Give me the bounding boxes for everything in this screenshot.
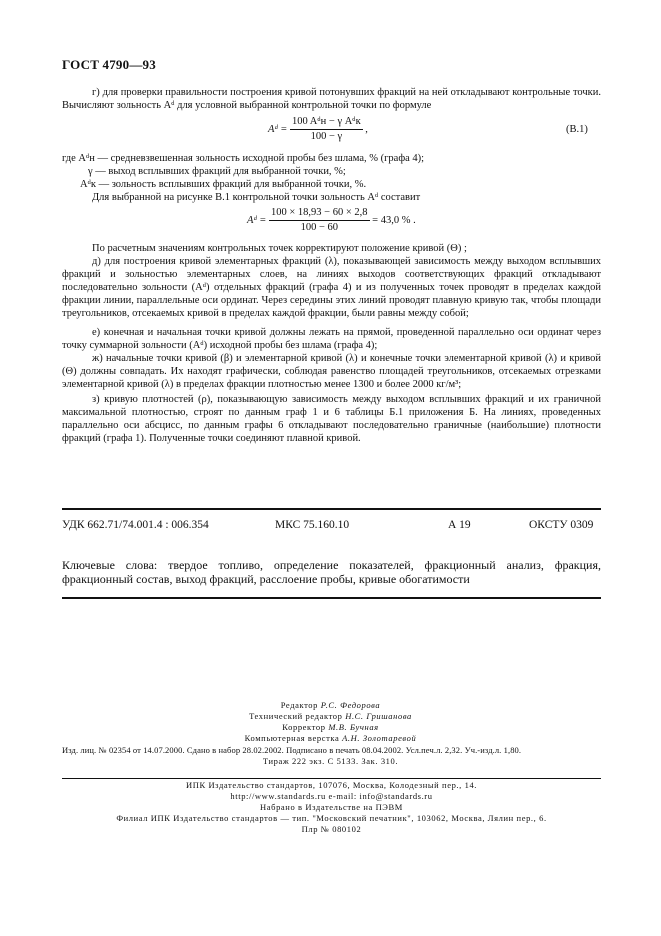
mks-code: МКС 75.160.10	[275, 519, 350, 531]
publisher-license: Плр № 080102	[301, 824, 362, 834]
legend-line: γ — выход всплывших фракций для выбранной точки, %;	[88, 166, 346, 177]
publisher-web: http://www.standards.ru e-mail: info@standards.ru	[230, 791, 433, 801]
credit-corrector	[0, 722, 661, 733]
formula-denominator: 100 − γ	[310, 131, 343, 142]
legend-line: где Aᵈн — средневзвешенная зольность исходной пробы без шлама, % (графа 4);	[62, 153, 425, 164]
credit-label: Корректор	[282, 722, 326, 732]
formula-result: = 43,0 % .	[372, 214, 416, 226]
paragraph-d: д) для построения кривой элементарных фракций (λ), показывающей зависимость между выходом всплывших фракций и зольностью элементарных слоев, на линиях выходов соответствующих фракций откладывают последовательно зольности (Aᵈ) отдельных фракций (графа 4) и из полученных точек проводят в пределах каждой фракции линии, параллельные оси ординат. Через середины этих линий проводят плавную кривую так, чтобы площади треугольников, отсекаемых кривой в пределах каждой фракции, были равны между собой;	[62, 256, 601, 319]
legend-line: Aᵈк — зольность всплывших фракций для выбранной точки, %.	[80, 179, 367, 190]
credit-layout	[0, 733, 661, 744]
keywords: Ключевые слова: твердое топливо, определение показателей, фракционный анализ, фракция, фракционный состав, выход фракций, расслоение пробы, кривые обогатимости	[62, 558, 601, 586]
okstu-code: ОКСТУ 0309	[529, 519, 594, 531]
imprint-circulation: Тираж 222 экз. С 5133. Зак. 310.	[262, 756, 399, 766]
credit-person: Р.С. Федорова	[320, 700, 381, 710]
credit-label: Компьютерная верстка	[244, 733, 340, 743]
divider-top	[62, 508, 601, 510]
credit-label: Редактор	[280, 700, 319, 710]
group-code: А 19	[448, 519, 471, 531]
formula-sample	[247, 207, 416, 234]
imprint-credits	[0, 700, 661, 744]
publisher-address: ИПК Издательство стандартов, 107076, Москва, Колодезный пер., 14.	[185, 780, 478, 790]
paragraph-zh: ж) начальные точки кривой (β) и элементарной кривой (λ) и конечные точки элементарной кривой (λ) и кривой (Θ) должны совпадать. Их находят графически, соблюдая равенство площадей треугольников, отсекаемых отрезками элементарной кривой (λ) в пределах фракции плотностью менее 1300 и более 2000 кг/м³;	[62, 353, 601, 390]
paragraph-correction: По расчетным значениям контрольных точек корректируют положение кривой (Θ) ;	[92, 243, 467, 254]
credit-tech	[0, 711, 661, 722]
credit-person: А.Н. Золотаревой	[342, 733, 417, 743]
formula-fraction	[290, 116, 363, 143]
classification-row	[62, 519, 601, 533]
publisher-block	[62, 778, 601, 835]
udk-code: УДК 662.71/74.001.4 : 006.354	[62, 519, 209, 531]
paragraph-g: г) для проверки правильности построения кривой потонувших фракций на ней откладывают контрольные точки. Вычисляют зольность Aᵈ для условной выбранной контрольной точки по формуле	[62, 87, 601, 111]
sample-intro: Для выбранной на рисунке В.1 контрольной точки зольность Aᵈ составит	[92, 192, 421, 203]
imprint-print-data: Изд. лиц. № 02354 от 14.07.2000. Сдано в набор 28.02.2002. Подписано в печать 08.04.2002. Усл.печ.л. 2,32. Уч.-изд.л. 1,80.	[62, 745, 522, 755]
credit-label: Технический редактор	[249, 711, 343, 721]
credit-person: М.В. Бучная	[328, 722, 379, 732]
formula-b1	[268, 116, 368, 143]
divider-bottom	[62, 597, 601, 599]
document-header: ГОСТ 4790—93	[62, 57, 156, 72]
paragraph-e: е) конечная и начальная точки кривой должны лежать на прямой, проведенной параллельно оси ординат через точку суммарной зольности (Aᵈ) исходной пробы без шлама (графа 4);	[62, 327, 601, 351]
formula-numerator: 100 × 18,93 − 60 × 2,8	[269, 207, 370, 221]
credit-editor	[0, 700, 661, 711]
formula-lhs: Aᵈ =	[247, 214, 267, 226]
formula-numerator: 100 Aᵈн − γ Aᵈк	[290, 116, 363, 130]
formula-lhs: Aᵈ =	[268, 123, 288, 135]
formula-tail: ,	[365, 123, 368, 135]
formula-fraction	[269, 207, 370, 234]
publisher-branch: Филиал ИПК Издательство стандартов — тип. "Московский печатник", 103062, Москва, Лялин пер., 6.	[116, 813, 547, 823]
formula-number: (В.1)	[566, 124, 588, 135]
formula-denominator: 100 − 60	[300, 222, 338, 233]
paragraph-z: з) кривую плотностей (ρ), показывающую зависимость между выходом всплывших фракций и их граничной максимальной плотностью, строят по данным граф 1 и 6 таблицы Б.1 приложения Б. На линиях, проведенных параллельно оси абсцисс, по данным графы 6 откладывают последовательно граничные (наибольшие) плотности фракций (графа 1). Полученные точки соединяют плавной кривой.	[62, 394, 601, 444]
publisher-typeset: Набрано в Издательстве на ПЭВМ	[260, 802, 403, 812]
formula-legend	[62, 152, 601, 191]
credit-person: Н.С. Гришанова	[345, 711, 412, 721]
